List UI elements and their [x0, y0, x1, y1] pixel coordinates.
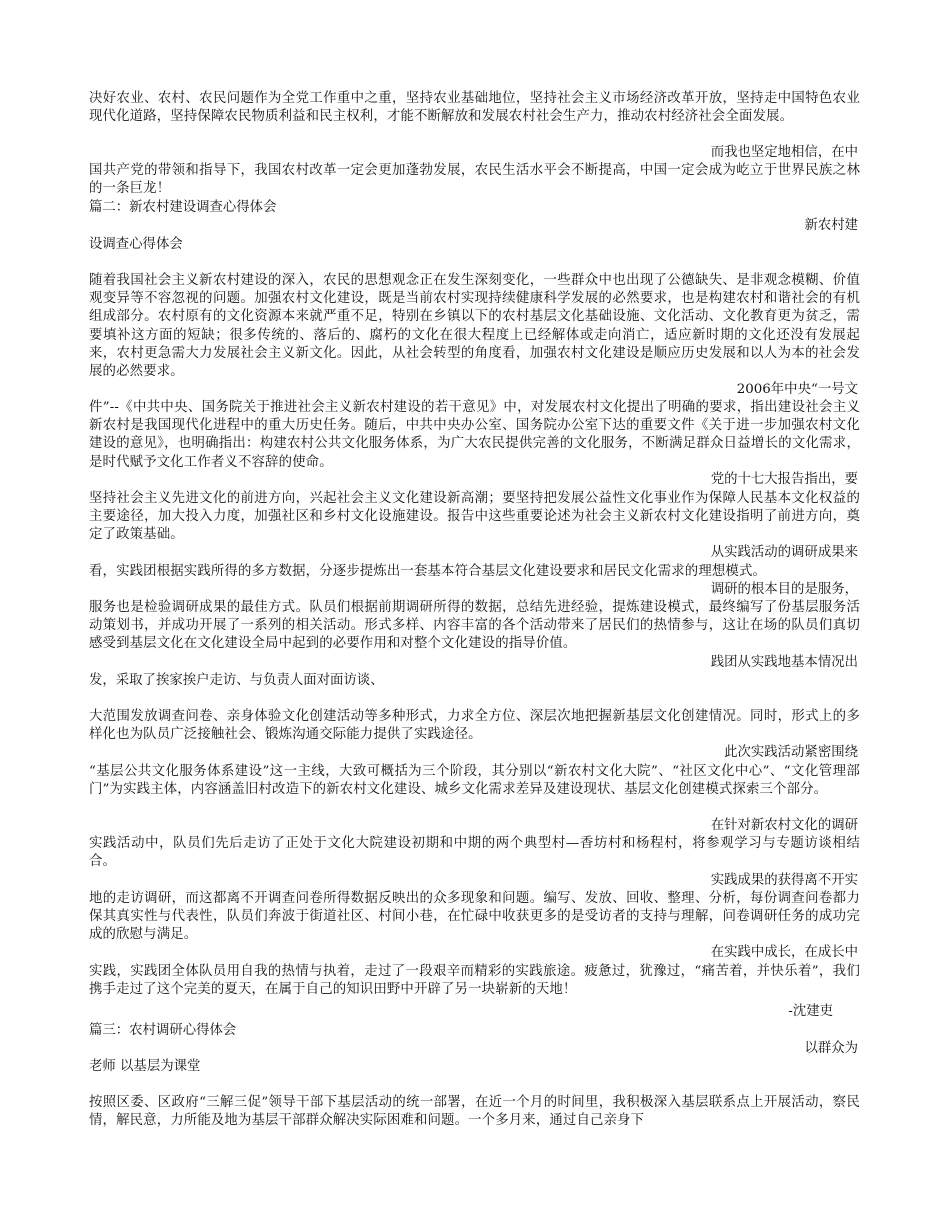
- paragraph-lead: 实践成果的获得离不开实: [710, 873, 858, 888]
- paragraph: 实践活动中，队员们先后走访了正处于文化大院建设初期和中期的两个典型村—香坊村和杨程村，将参观学习与专题访谈相结合。: [89, 836, 860, 870]
- section-title: 篇三：农村调研心得体会: [89, 1023, 237, 1038]
- section-title: 篇二：新农村建设调查心得体会: [89, 200, 277, 215]
- paragraph-lead: 从实践活动的调研成果来: [710, 545, 858, 560]
- paragraph-lead: 此次实践活动紧密围绕: [724, 745, 858, 760]
- paragraph: 大范围发放调查问卷、亲身体验文化创建活动等多种形式，力求全方位、深层次地把握新基层文化创建情况。同时，形式上的多样化也为队员广泛接触社会、锻炼沟通交际能力提供了实践途径。: [89, 709, 860, 743]
- paragraph: “基层公共文化服务体系建设”这一主线，大致可概括为三个阶段，其分别以“新农村文化大院”、“社区文化中心”、“文化管理部门”为实践主体，内容涵盖旧村改造下的新农村文化建设、城乡文化需求差异及建设现状、基层文化创建模式探索三个部分。: [89, 764, 860, 798]
- paragraph: 坚持社会主义先进文化的前进方向，兴起社会主义文化建设新高潮；要坚持把发展公益性文化事业作为保障人民基本文化权益的主要途径，加大投入力度，加强社区和乡村文化设施建设。报告中这些重要论述为社会主义新农村文化建设指明了前进方向，奠定了政策基础。: [89, 491, 860, 543]
- paragraph: 随着我国社会主义新农村建设的深入，农民的思想观念正在发生深刻变化，一些群众中也出现了公德缺失、是非观念模糊、价值观变异等不容忽视的问题。加强农村文化建设，既是当前农村实现持续健康科学发展的必然要求，也是构建农村和谐社会的有机组成部分。农村原有的文化资源本来就严重不足，特别在乡镇以下的农村基层文化基础设施、文化活动、文化教育更为贫乏，需要填补这方面的短缺；很多传统的、落后的、腐朽的文化在很大程度上已经解体或走向消亡，适应新时期的文化还没有发展起来，农村更急需大力发展社会主义新文化。因此，从社会转型的角度看，加强农村文化建设是顺应历史发展和以人为本的社会发展的必然要求。: [89, 273, 860, 380]
- paragraph: 实践，实践团全体队员用自我的热情与执着，走过了一段艰辛而精彩的实践旅途。疲惫过，犹豫过，“痛苦着，并快乐着”，我们携手走过了这个完美的夏天，在属于自己的知识田野中开辟了另一块崭新的天地！: [89, 964, 860, 998]
- paragraph-lead: 践团从实践地基本情况出: [710, 655, 858, 670]
- paragraph: 看，实践团根据实践所得的多方数据，分逐步提炼出一套基本符合基层文化建设要求和居民文化需求的理想模式。: [89, 564, 767, 579]
- section-subtitle: 设调查心得体会: [89, 237, 183, 252]
- paragraph-lead: 党的十七大报告指出，要: [710, 472, 858, 487]
- paragraph-lead: 调研的根本目的是服务，: [710, 582, 858, 597]
- paragraph-lead: 在实践中成长，在成长中: [710, 945, 858, 960]
- paragraph: 服务也是检验调研成果的最佳方式。队员们根据前期调研所得的数据，总结先进经验，提炼建设模式，最终编写了份基层服务活动策划书，并成功开展了一系列的相关活动。形式多样、内容丰富的各个活动带来了居民们的热情参与，这让在场的队员们真切感受到基层文化在文化建设全局中起到的必要作用和对整个文化建设的指导价值。: [89, 600, 860, 652]
- paragraph-line: 发，采取了挨家挨户走访、与负责人面对面访谈、: [89, 673, 384, 688]
- paragraph: 件”--《中共中央、国务院关于推进社会主义新农村建设的若干意见》中，对发展农村文化提出了明确的要求，指出建设社会主义新农村是我国现代化进程中的重大历史任务。随后，中共中央办公室、国务院办公室下达的重要文件《关于进一步加强农村文化建设的意见》，也明确指出：构建农村公共文化服务体系，为广大农民提供完善的文化服务，不断满足群众日益增长的文化需求，是时代赋予文化工作者义不容辞的使命。: [89, 400, 860, 470]
- paragraph: 决好农业、农村、农民问题作为全党工作重中之重，坚持农业基础地位，坚持社会主义市场经济改革开放，坚持走中国特色农业现代化道路，坚持保障农民物质利益和民主权利，才能不断解放和发展农村社会生产力，推动农村经济社会全面发展。: [89, 91, 860, 125]
- paragraph: 按照区委、区政府“三解三促”领导干部下基层活动的统一部署，在近一个月的时间里，我积极深入基层联系点上开展活动，察民情，解民意，力所能及地为基层干部群众解决实际困难和问题。一个多月来，通过自己亲身下: [89, 1095, 860, 1129]
- section-subtitle-lead: 新农村建: [804, 218, 858, 233]
- section-subtitle: 老师 以基层为课堂: [89, 1059, 201, 1074]
- paragraph-lead: 而我也坚定地相信，在中: [710, 145, 858, 160]
- paragraph: 国共产党的带领和指导下，我国农村改革一定会更加蓬勃发展，农民生活水平会不断提高，中国一定会成为屹立于世界民族之林的一条巨龙！: [89, 163, 860, 197]
- paragraph-lead: 在针对新农村文化的调研: [710, 818, 858, 833]
- section-subtitle-lead: 以群众为: [804, 1041, 858, 1056]
- author-signature: -沈建吏: [788, 1004, 833, 1019]
- paragraph: 地的走访调研，而这都离不开调查问卷所得数据反映出的众多现象和问题。编写、发放、回收、整理、分析，每份调查问卷都力保其真实性与代表性，队员们奔波于街道社区、村间小巷，在忙碌中收获更多的是受访者的支持与理解，问卷调研任务的成功完成的欣慰与满足。: [89, 891, 860, 943]
- paragraph-lead: 2006年中央“一号文: [736, 382, 858, 397]
